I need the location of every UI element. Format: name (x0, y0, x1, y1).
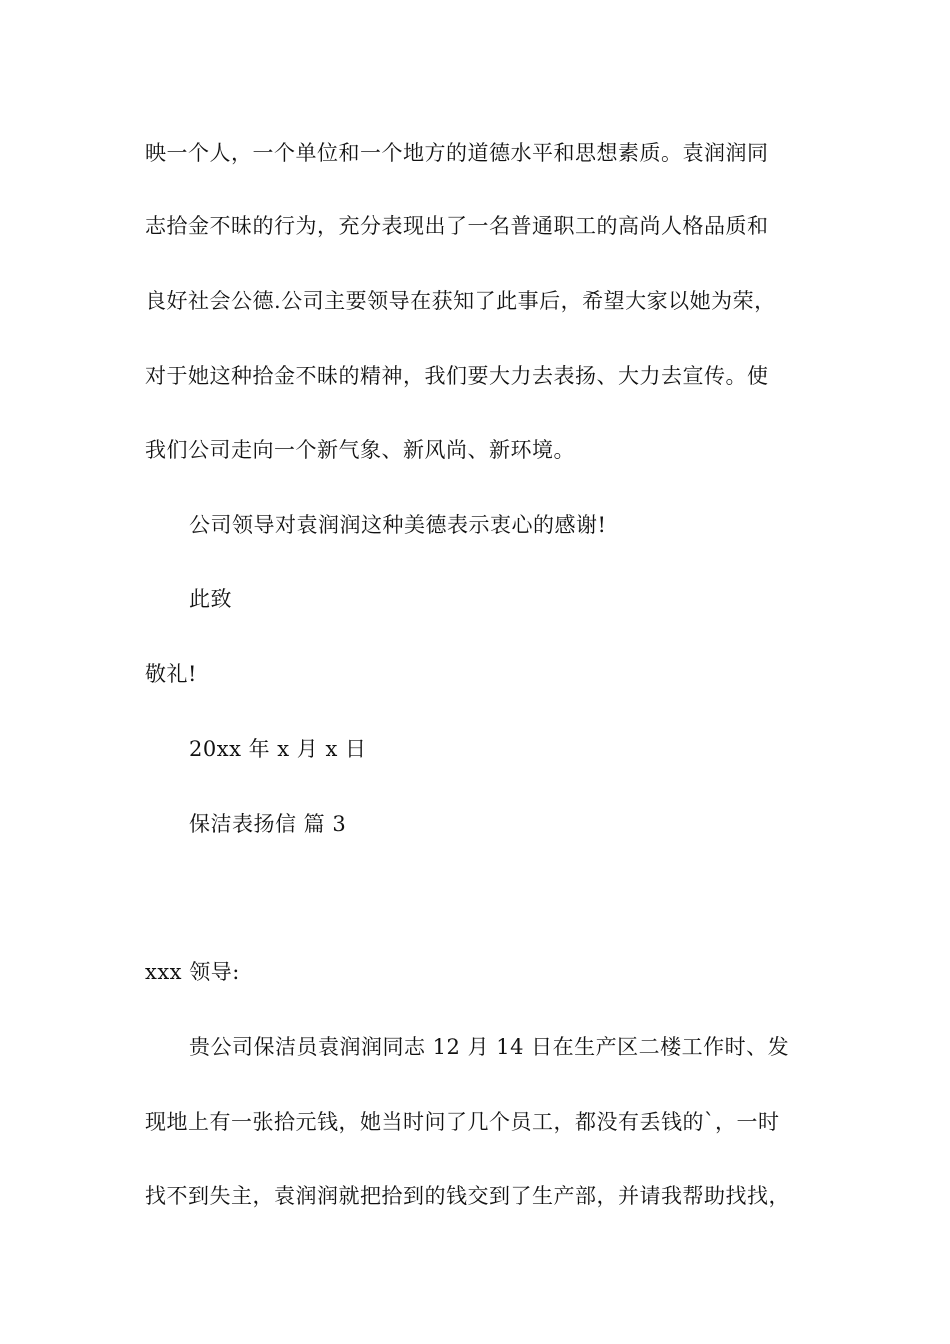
paragraph-line-3: 良好社会公德.公司主要领导在获知了此事后，希望大家以她为荣， (145, 289, 776, 313)
letter-greeting: xxx 领导: (145, 960, 240, 984)
closing-salutation: 此致 (189, 587, 232, 611)
paragraph-line-2: 志拾金不昧的行为，充分表现出了一名普通职工的高尚人格品质和 (145, 214, 769, 238)
date-line: 20xx 年 x 月 x 日 (189, 737, 367, 761)
closing-regards: 敬礼! (145, 662, 197, 686)
paragraph-line-4: 对于她这种拾金不昧的精神，我们要大力去表扬、大力去宣传。使 (145, 364, 769, 388)
section-heading: 保洁表扬信 篇 3 (189, 812, 347, 836)
paragraph-line-7: 现地上有一张拾元钱，她当时问了几个员工，都没有丢钱的`，一时 (145, 1110, 780, 1134)
paragraph-line-8: 找不到失主，袁润润就把拾到的钱交到了生产部，并请我帮助找找， (145, 1184, 790, 1208)
paragraph-line-1: 映一个人，一个单位和一个地方的道德水平和思想素质。袁润润同 (145, 141, 769, 165)
paragraph-line-6: 贵公司保洁员袁润润同志 12 月 14 日在生产区二楼工作时、发 (189, 1035, 790, 1059)
paragraph-line-5: 我们公司走向一个新气象、新风尚、新环境。 (145, 438, 575, 462)
thanks-line: 公司领导对袁润润这种美德表示衷心的感谢! (189, 513, 607, 537)
